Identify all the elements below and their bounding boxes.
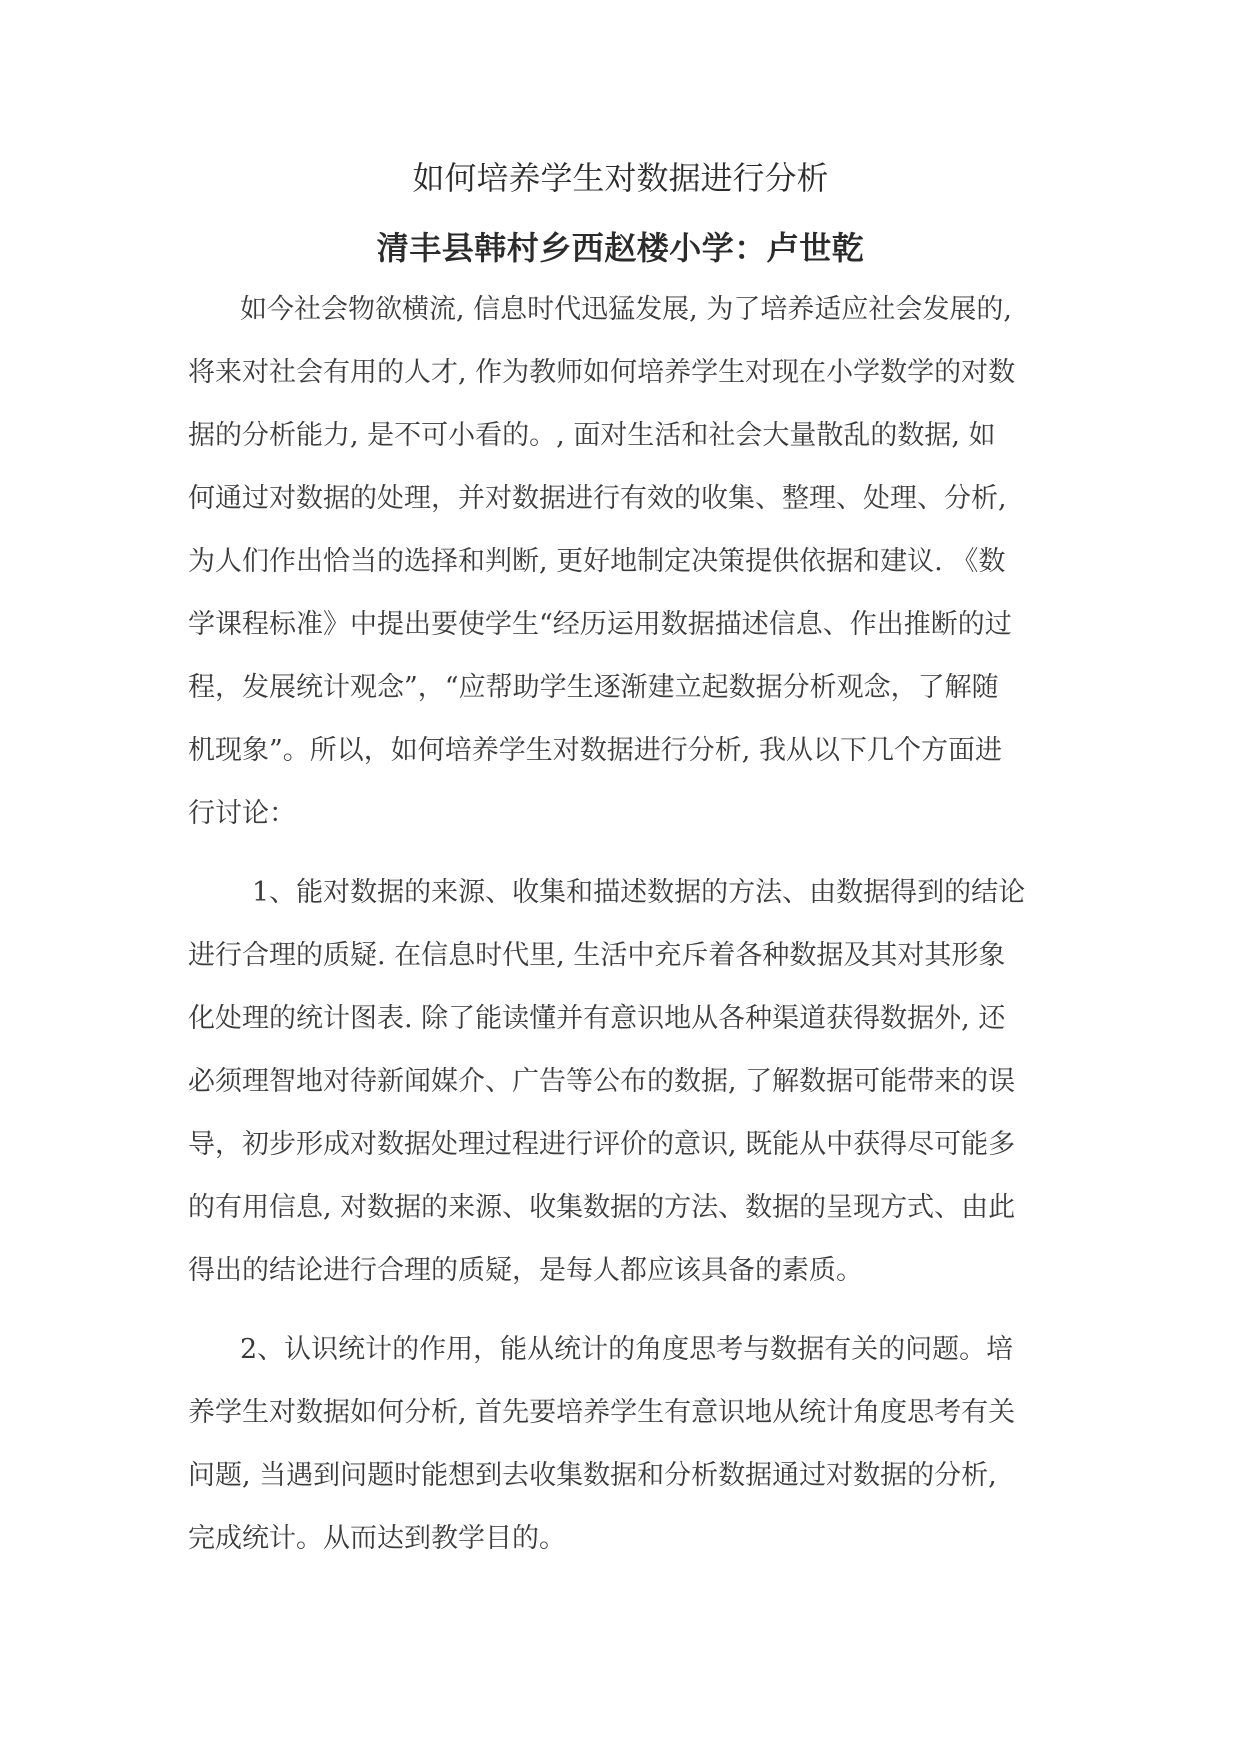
document-title: 如何培养学生对数据进行分析 <box>412 159 829 197</box>
paragraph-line: 1、能对数据的来源、收集和描述数据的方法、由数据得到的结论 <box>252 877 1026 908</box>
paragraph-line: 如今社会物欲横流, 信息时代迅猛发展, 为了培养适应社会发展的, <box>240 294 1012 325</box>
paragraph-line: 问题, 当遇到问题时能想到去收集数据和分析数据通过对数据的分析, <box>188 1460 997 1491</box>
paragraph-line: 学课程标准》中提出要使学生“经历运用数据描述信息、作出推断的过 <box>188 609 1012 640</box>
paragraph-line: 何通过对数据的处理，并对数据进行有效的收集、整理、处理、分析, <box>188 483 1007 514</box>
paragraph-line: 化处理的统计图表. 除了能读懂并有意识地从各种渠道获得数据外, 还 <box>188 1003 1006 1034</box>
paragraph-line: 2、认识统计的作用，能从统计的角度思考与数据有关的问题。培 <box>240 1334 1014 1365</box>
paragraph-line: 导，初步形成对数据处理过程进行评价的意识, 既能从中获得尽可能多 <box>188 1129 1016 1160</box>
paragraph-line: 为人们作出恰当的选择和判断, 更好地制定决策提供依据和建议. 《数 <box>188 546 1006 577</box>
paragraph-line: 的有用信息, 对数据的来源、收集数据的方法、数据的呈现方式、由此 <box>188 1192 1016 1223</box>
paragraph-line: 进行合理的质疑. 在信息时代里, 生活中充斥着各种数据及其对其形象 <box>188 940 1006 971</box>
paragraph-line: 程，发展统计观念”，“应帮助学生逐渐建立起数据分析观念，了解随 <box>188 672 999 703</box>
author-line: 清丰县韩村乡西赵楼小学：卢世乾 <box>376 229 865 267</box>
paragraph-line: 完成统计。从而达到教学目的。 <box>188 1523 566 1554</box>
paragraph-line: 养学生对数据如何分析, 首先要培养学生有意识地从统计角度思考有关 <box>188 1397 1016 1428</box>
paragraph-line: 机现象”。所以，如何培养学生对数据进行分析, 我从以下几个方面进 <box>188 735 1002 766</box>
paragraph-line: 必须理智地对待新闻媒介、广告等公布的数据, 了解数据可能带来的误 <box>188 1066 1016 1097</box>
paragraph-line: 据的分析能力, 是不可小看的。, 面对生活和社会大量散乱的数据, 如 <box>188 420 996 451</box>
paragraph-line: 得出的结论进行合理的质疑，是每人都应该具备的素质。 <box>188 1255 863 1286</box>
paragraph-line: 行讨论： <box>188 798 296 829</box>
paragraph-line: 将来对社会有用的人才, 作为教师如何培养学生对现在小学数学的对数 <box>188 357 1016 388</box>
